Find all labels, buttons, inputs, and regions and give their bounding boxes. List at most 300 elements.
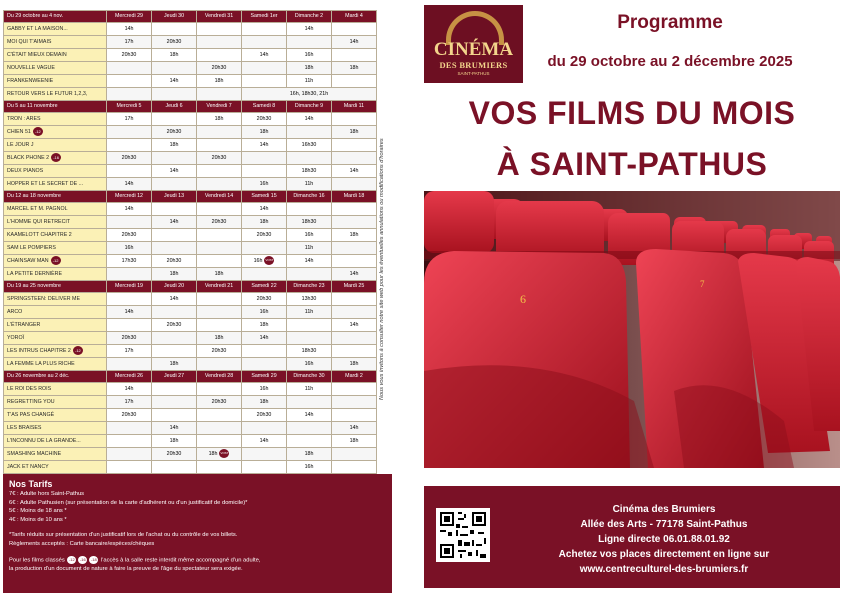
showtime-cell xyxy=(287,36,332,49)
showtime-cell: 14h xyxy=(107,306,152,319)
week-label: Du 5 au 11 novembre xyxy=(4,101,107,113)
showtime-cell: 14h xyxy=(332,165,377,178)
contact-lines xyxy=(514,502,814,577)
day-header: Jeudi 6 xyxy=(152,101,197,113)
showtime-cell xyxy=(332,461,377,474)
showtime-cell: 20h30 xyxy=(197,152,242,165)
showtime-cell: 16h, 18h30, 21h xyxy=(242,88,377,101)
schedule-notice: Nous vous invitons à consulter notre site web pour les éventuelles annulations ou modifications d'horaires xyxy=(379,138,385,400)
showtime-cell: 18h xyxy=(197,268,242,281)
logo-sub: DES BRUMIERS xyxy=(439,60,508,70)
tarifs-heading: Nos Tarifs xyxy=(9,479,53,489)
showtime-cell xyxy=(332,255,377,268)
showtime-cell xyxy=(152,383,197,396)
showtime-cell: 20h30 xyxy=(107,409,152,422)
showtime-cell xyxy=(332,139,377,152)
film-row xyxy=(4,49,377,62)
showtime-cell xyxy=(332,306,377,319)
film-row xyxy=(4,23,377,36)
showtime-cell: 20h30 xyxy=(197,345,242,358)
film-title: SMASHING MACHINE xyxy=(4,448,107,461)
logo-name: CINÉMA xyxy=(433,39,514,60)
film-row xyxy=(4,216,377,229)
showtime-cell xyxy=(197,422,242,435)
showtime-cell: 18h VOST xyxy=(197,448,242,461)
showtime-cell xyxy=(107,435,152,448)
film-row xyxy=(4,152,377,165)
showtime-cell xyxy=(152,306,197,319)
film-row xyxy=(4,165,377,178)
tarif-note: *Tarifs réduits sur présentation d'un justificatif lors de l'achat ou du contrôle de vos billets. xyxy=(9,532,238,539)
qr-code-icon[interactable] xyxy=(436,508,490,562)
film-title: RETOUR VERS LE FUTUR 1,2,3, xyxy=(4,88,107,101)
showtime-cell: 14h xyxy=(107,203,152,216)
showtime-cell xyxy=(332,409,377,422)
showtime-cell xyxy=(152,152,197,165)
showtime-cell: 14h xyxy=(242,49,287,62)
showtime-cell xyxy=(197,178,242,191)
showtime-cell: 14h xyxy=(242,332,287,345)
week-label: Du 19 au 25 novembre xyxy=(4,281,107,293)
film-row xyxy=(4,178,377,191)
film-title: LES INTRUS CHAPITRE 2 -12 xyxy=(4,345,107,358)
showtime-cell: 18h xyxy=(242,216,287,229)
contact-box xyxy=(424,486,840,588)
showtime-cell xyxy=(107,293,152,306)
showtime-cell xyxy=(242,345,287,358)
showtime-cell xyxy=(242,461,287,474)
day-header: Dimanche 2 xyxy=(287,11,332,23)
showtime-cell: 11h xyxy=(287,242,332,255)
showtime-cell xyxy=(197,49,242,62)
showtime-cell: 18h xyxy=(287,448,332,461)
showtime-cell: 14h xyxy=(242,435,287,448)
showtime-cell: 14h xyxy=(332,319,377,332)
film-row xyxy=(4,293,377,306)
headline-line-1: VOS FILMS DU MOIS xyxy=(468,95,796,131)
showtime-cell xyxy=(242,242,287,255)
showtime-cell xyxy=(242,268,287,281)
showtime-cell: 17h xyxy=(107,345,152,358)
showtime-cell: 18h30 xyxy=(287,165,332,178)
film-title: T'AS PAS CHANGÉ xyxy=(4,409,107,422)
program-label: Programme xyxy=(617,12,723,33)
tarif-line: 5€ : Moins de 18 ans * xyxy=(9,508,67,515)
vost-badge: VOST xyxy=(219,449,229,458)
film-row xyxy=(4,268,377,281)
age-rating-badge: -12 xyxy=(51,256,61,265)
week-header-row xyxy=(4,101,377,113)
headline-line-2: À SAINT-PATHUS xyxy=(496,146,768,182)
showtime-cell: 16h xyxy=(287,49,332,62)
tarif-line: 7€ : Adulte hors Saint-Pathus xyxy=(9,491,85,497)
showtime-cell xyxy=(242,422,287,435)
day-header: Mercredi 29 xyxy=(107,11,152,23)
showtime-cell xyxy=(197,358,242,371)
day-header: Dimanche 9 xyxy=(287,101,332,113)
week-header-row xyxy=(4,371,377,383)
showtime-cell xyxy=(197,36,242,49)
showtime-cell: 16h xyxy=(107,242,152,255)
showtime-cell: 18h xyxy=(332,229,377,242)
showtime-cell xyxy=(197,306,242,319)
showtime-cell xyxy=(197,126,242,139)
week-label: Du 26 novembre au 2 déc. xyxy=(4,371,107,383)
film-title: SAM LE POMPIERS xyxy=(4,242,107,255)
showtime-cell xyxy=(197,23,242,36)
showtime-cell xyxy=(332,448,377,461)
day-header: Samedi 29 xyxy=(242,371,287,383)
showtime-cell: 18h xyxy=(287,62,332,75)
film-row xyxy=(4,461,377,474)
showtime-cell xyxy=(107,358,152,371)
film-row xyxy=(4,75,377,88)
week-header-row xyxy=(4,281,377,293)
day-header: Samedi 15 xyxy=(242,191,287,203)
showtime-cell xyxy=(197,203,242,216)
showtime-cell: 20h30 xyxy=(152,36,197,49)
film-row xyxy=(4,139,377,152)
showtime-cell: 18h xyxy=(197,75,242,88)
film-row xyxy=(4,255,377,268)
showtime-cell: 18h xyxy=(332,62,377,75)
film-title: FRANKENWEENIE xyxy=(4,75,107,88)
cinema-address: Allée des Arts - 77178 Saint-Pathus xyxy=(580,519,748,530)
showtime-cell: 11h xyxy=(287,178,332,191)
showtime-cell: 20h30 xyxy=(242,113,287,126)
showtime-cell: 18h xyxy=(152,358,197,371)
film-row xyxy=(4,345,377,358)
film-row xyxy=(4,448,377,461)
showtime-cell: 20h30 xyxy=(197,216,242,229)
showtime-cell xyxy=(332,332,377,345)
showtime-cell: 18h30 xyxy=(287,216,332,229)
showtime-cell xyxy=(332,383,377,396)
showtime-cell xyxy=(332,178,377,191)
showtime-cell: 20h30 xyxy=(242,293,287,306)
day-header: Mardi 2 xyxy=(332,371,377,383)
showtime-cell: 18h xyxy=(152,139,197,152)
showtime-cell xyxy=(197,255,242,268)
film-title: L'INCONNU DE LA GRANDE... xyxy=(4,435,107,448)
film-title: GABBY ET LA MAISON... xyxy=(4,23,107,36)
showtime-cell: 18h xyxy=(332,435,377,448)
tarif-line: 4€ : Moins de 10 ans * xyxy=(9,516,67,523)
showtime-cell: 20h30 xyxy=(107,332,152,345)
day-header: Samedi 22 xyxy=(242,281,287,293)
showtime-cell: 14h xyxy=(287,409,332,422)
film-row xyxy=(4,113,377,126)
showtime-cell xyxy=(107,268,152,281)
showtime-cell xyxy=(332,75,377,88)
showtime-cell: 14h xyxy=(152,75,197,88)
rating-badge-12: -12 xyxy=(68,556,75,562)
film-title: REGRETTING YOU xyxy=(4,396,107,409)
showtime-cell xyxy=(332,293,377,306)
showtime-cell: 18h xyxy=(197,113,242,126)
rating-prefix: Pour les films classés xyxy=(9,557,65,564)
showtime-cell: 14h xyxy=(107,383,152,396)
week-label: Du 29 octobre au 4 nov. xyxy=(4,11,107,23)
age-rating-badge: -16 xyxy=(51,153,61,162)
showtime-cell: 14h xyxy=(287,23,332,36)
film-title: BLACK PHONE 2 -16 xyxy=(4,152,107,165)
showtime-cell: 16h xyxy=(242,383,287,396)
showtime-cell xyxy=(242,36,287,49)
showtime-cell xyxy=(197,409,242,422)
showtime-cell xyxy=(332,345,377,358)
program-dates: du 29 octobre au 2 décembre 2025 xyxy=(547,53,793,70)
showtime-cell: 20h30 xyxy=(197,396,242,409)
day-header: Vendredi 7 xyxy=(197,101,242,113)
logo-place: SAINT-PATHUS xyxy=(457,71,490,76)
showtime-cell xyxy=(197,242,242,255)
film-title: LA PETITE DERNIÈRE xyxy=(4,268,107,281)
film-title: MARCEL ET M. PAGNOL xyxy=(4,203,107,216)
showtime-cell xyxy=(197,139,242,152)
cinema-phone[interactable]: Ligne directe 06.01.88.01.92 xyxy=(598,534,730,545)
schedule-table xyxy=(3,10,377,474)
film-title: CHAINSAW MAN -12 xyxy=(4,255,107,268)
showtime-cell xyxy=(152,203,197,216)
film-title: NOUVELLE VAGUE xyxy=(4,62,107,75)
showtime-cell: 18h xyxy=(242,126,287,139)
showtime-cell: 14h xyxy=(152,293,197,306)
day-header: Vendredi 21 xyxy=(197,281,242,293)
showtime-cell xyxy=(287,126,332,139)
showtime-cell xyxy=(242,448,287,461)
tarifs-box xyxy=(3,474,392,593)
film-row xyxy=(4,306,377,319)
film-row xyxy=(4,242,377,255)
film-row xyxy=(4,396,377,409)
age-rating-badge: -12 xyxy=(33,127,43,136)
film-title: LE ROI DES ROIS xyxy=(4,383,107,396)
day-header: Mercredi 12 xyxy=(107,191,152,203)
film-row xyxy=(4,383,377,396)
website-link[interactable]: www.centreculturel-des-brumiers.fr xyxy=(579,564,749,575)
day-header: Dimanche 16 xyxy=(287,191,332,203)
cinema-seats-photo xyxy=(424,191,840,468)
tarif-line: 6€ : Adulte Pathusien (sur présentation de la carte d'adhérent ou d'un justificatif de domicile)* xyxy=(9,499,248,506)
showtime-cell xyxy=(242,165,287,178)
showtime-cell: 16h30 xyxy=(287,139,332,152)
age-rating-badge: -12 xyxy=(73,346,83,355)
film-title: JACK ET NANCY xyxy=(4,461,107,474)
showtime-cell: 18h xyxy=(242,396,287,409)
showtime-cell xyxy=(287,203,332,216)
showtime-cell xyxy=(197,435,242,448)
showtime-cell: 20h30 xyxy=(152,255,197,268)
showtime-cell: 16h xyxy=(242,178,287,191)
showtime-cell: 18h30 xyxy=(287,345,332,358)
showtime-cell: 18h xyxy=(242,319,287,332)
showtime-cell xyxy=(332,113,377,126)
showtime-cell: 20h30 xyxy=(107,152,152,165)
showtime-cell: 20h30 xyxy=(107,229,152,242)
showtime-cell xyxy=(197,383,242,396)
showtime-cell xyxy=(152,345,197,358)
film-row xyxy=(4,62,377,75)
showtime-cell xyxy=(332,216,377,229)
day-header: Jeudi 30 xyxy=(152,11,197,23)
showtime-cell: 14h xyxy=(332,268,377,281)
showtime-cell xyxy=(197,461,242,474)
showtime-cell: 20h30 xyxy=(107,49,152,62)
showtime-cell: 11h xyxy=(287,75,332,88)
showtime-cell xyxy=(332,242,377,255)
film-title: YOROÏ xyxy=(4,332,107,345)
showtime-cell xyxy=(197,293,242,306)
showtime-cell xyxy=(287,152,332,165)
film-row xyxy=(4,229,377,242)
showtime-cell xyxy=(152,396,197,409)
vost-badge: VOST xyxy=(264,256,274,265)
showtime-cell xyxy=(242,23,287,36)
week-header-row xyxy=(4,191,377,203)
showtime-cell xyxy=(107,62,152,75)
showtime-cell: 18h xyxy=(332,126,377,139)
day-header: Mardi 11 xyxy=(332,101,377,113)
day-header: Jeudi 13 xyxy=(152,191,197,203)
week-header-row xyxy=(4,11,377,23)
day-header: Mercredi 26 xyxy=(107,371,152,383)
seats-illustration xyxy=(424,191,840,468)
showtime-cell xyxy=(197,319,242,332)
showtime-cell xyxy=(107,75,152,88)
rating-badge-16: -16 xyxy=(79,556,86,562)
showtime-cell: 18h xyxy=(152,435,197,448)
showtime-cell: 14h xyxy=(152,216,197,229)
day-header: Mardi 4 xyxy=(332,11,377,23)
showtime-cell: 14h xyxy=(332,422,377,435)
film-row xyxy=(4,319,377,332)
film-row xyxy=(4,203,377,216)
showtime-cell xyxy=(332,203,377,216)
showtime-cell xyxy=(107,126,152,139)
showtime-cell xyxy=(152,242,197,255)
showtime-cell xyxy=(152,409,197,422)
film-title: CHIEN 51 -12 xyxy=(4,126,107,139)
showtime-cell xyxy=(332,49,377,62)
film-title: LE JOUR J xyxy=(4,139,107,152)
day-header: Mardi 18 xyxy=(332,191,377,203)
day-header: Mardi 25 xyxy=(332,281,377,293)
showtime-cell: 20h30 xyxy=(242,409,287,422)
film-row xyxy=(4,332,377,345)
film-title: C'ÉTAIT MIEUX DEMAIN xyxy=(4,49,107,62)
showtime-cell xyxy=(242,358,287,371)
showtime-cell xyxy=(152,62,197,75)
film-row xyxy=(4,36,377,49)
showtime-cell: 14h xyxy=(152,422,197,435)
showtime-cell: 14h xyxy=(107,23,152,36)
showtime-cell: 20h30 xyxy=(152,319,197,332)
showtime-cell xyxy=(287,435,332,448)
showtime-cell xyxy=(242,62,287,75)
showtime-cell: 20h30 xyxy=(152,448,197,461)
showtime-cell xyxy=(152,113,197,126)
showtime-cell xyxy=(152,332,197,345)
cinema-name: Cinéma des Brumiers xyxy=(612,504,716,515)
showtime-cell: 14h xyxy=(332,36,377,49)
film-title: HOPPER ET LE SECRET DE ... xyxy=(4,178,107,191)
showtime-cell: 18h xyxy=(332,358,377,371)
showtime-cell xyxy=(197,165,242,178)
seat-number-7: 7 xyxy=(700,279,705,289)
showtime-cell: 18h xyxy=(197,332,242,345)
showtime-cell: 16h xyxy=(287,461,332,474)
showtime-cell xyxy=(197,229,242,242)
showtime-cell: 16h VOST xyxy=(242,255,287,268)
showtime-cell xyxy=(152,23,197,36)
film-row xyxy=(4,435,377,448)
cinema-logo xyxy=(424,5,523,83)
film-title: TRON : ARES xyxy=(4,113,107,126)
showtime-cell xyxy=(107,319,152,332)
showtime-cell: 11h xyxy=(287,306,332,319)
showtime-cell xyxy=(152,461,197,474)
film-title: SPRINGSTEEN: DELIVER ME xyxy=(4,293,107,306)
week-label: Du 12 au 18 novembre xyxy=(4,191,107,203)
film-title: L'ÉTRANGER xyxy=(4,319,107,332)
day-header: Mercredi 5 xyxy=(107,101,152,113)
showtime-cell xyxy=(332,23,377,36)
showtime-cell: 14h xyxy=(287,255,332,268)
showtime-cell xyxy=(107,448,152,461)
showtime-cell xyxy=(107,461,152,474)
showtime-cell: 16h xyxy=(242,306,287,319)
day-header: Vendredi 28 xyxy=(197,371,242,383)
showtime-cell xyxy=(287,332,332,345)
day-header: Samedi 1er xyxy=(242,11,287,23)
showtime-cell xyxy=(107,422,152,435)
showtime-cell xyxy=(287,396,332,409)
showtime-cell: 18h xyxy=(152,49,197,62)
film-row xyxy=(4,358,377,371)
film-title: L'HOMME QUI RETRECIT xyxy=(4,216,107,229)
showtime-cell xyxy=(242,75,287,88)
showtime-cell: 17h xyxy=(107,36,152,49)
showtime-cell xyxy=(107,139,152,152)
showtime-cell xyxy=(152,229,197,242)
film-title: MOI QUI T'AIMAIS xyxy=(4,36,107,49)
showtime-cell: 17h30 xyxy=(107,255,152,268)
seat-number-6: 6 xyxy=(520,292,526,306)
showtime-cell: 20h30 xyxy=(197,62,242,75)
showtime-cell xyxy=(107,216,152,229)
showtime-cell xyxy=(287,422,332,435)
showtime-cell: 16h xyxy=(287,229,332,242)
day-header: Jeudi 27 xyxy=(152,371,197,383)
day-header: Samedi 8 xyxy=(242,101,287,113)
showtime-cell: 17h xyxy=(107,396,152,409)
day-header: Dimanche 23 xyxy=(287,281,332,293)
showtime-cell: 14h xyxy=(107,178,152,191)
showtime-cell: 11h xyxy=(287,383,332,396)
online-ticket-text: Achetez vos places directement en ligne sur xyxy=(558,549,770,560)
showtime-cell xyxy=(332,396,377,409)
showtime-cell: 14h xyxy=(242,139,287,152)
film-row xyxy=(4,409,377,422)
film-row xyxy=(4,126,377,139)
film-title: LA FEMME LA PLUS RICHE xyxy=(4,358,107,371)
rating-rule xyxy=(9,556,386,565)
day-header: Vendredi 14 xyxy=(197,191,242,203)
film-title: LES BRAISES xyxy=(4,422,107,435)
showtime-cell xyxy=(287,319,332,332)
film-row xyxy=(4,88,377,101)
